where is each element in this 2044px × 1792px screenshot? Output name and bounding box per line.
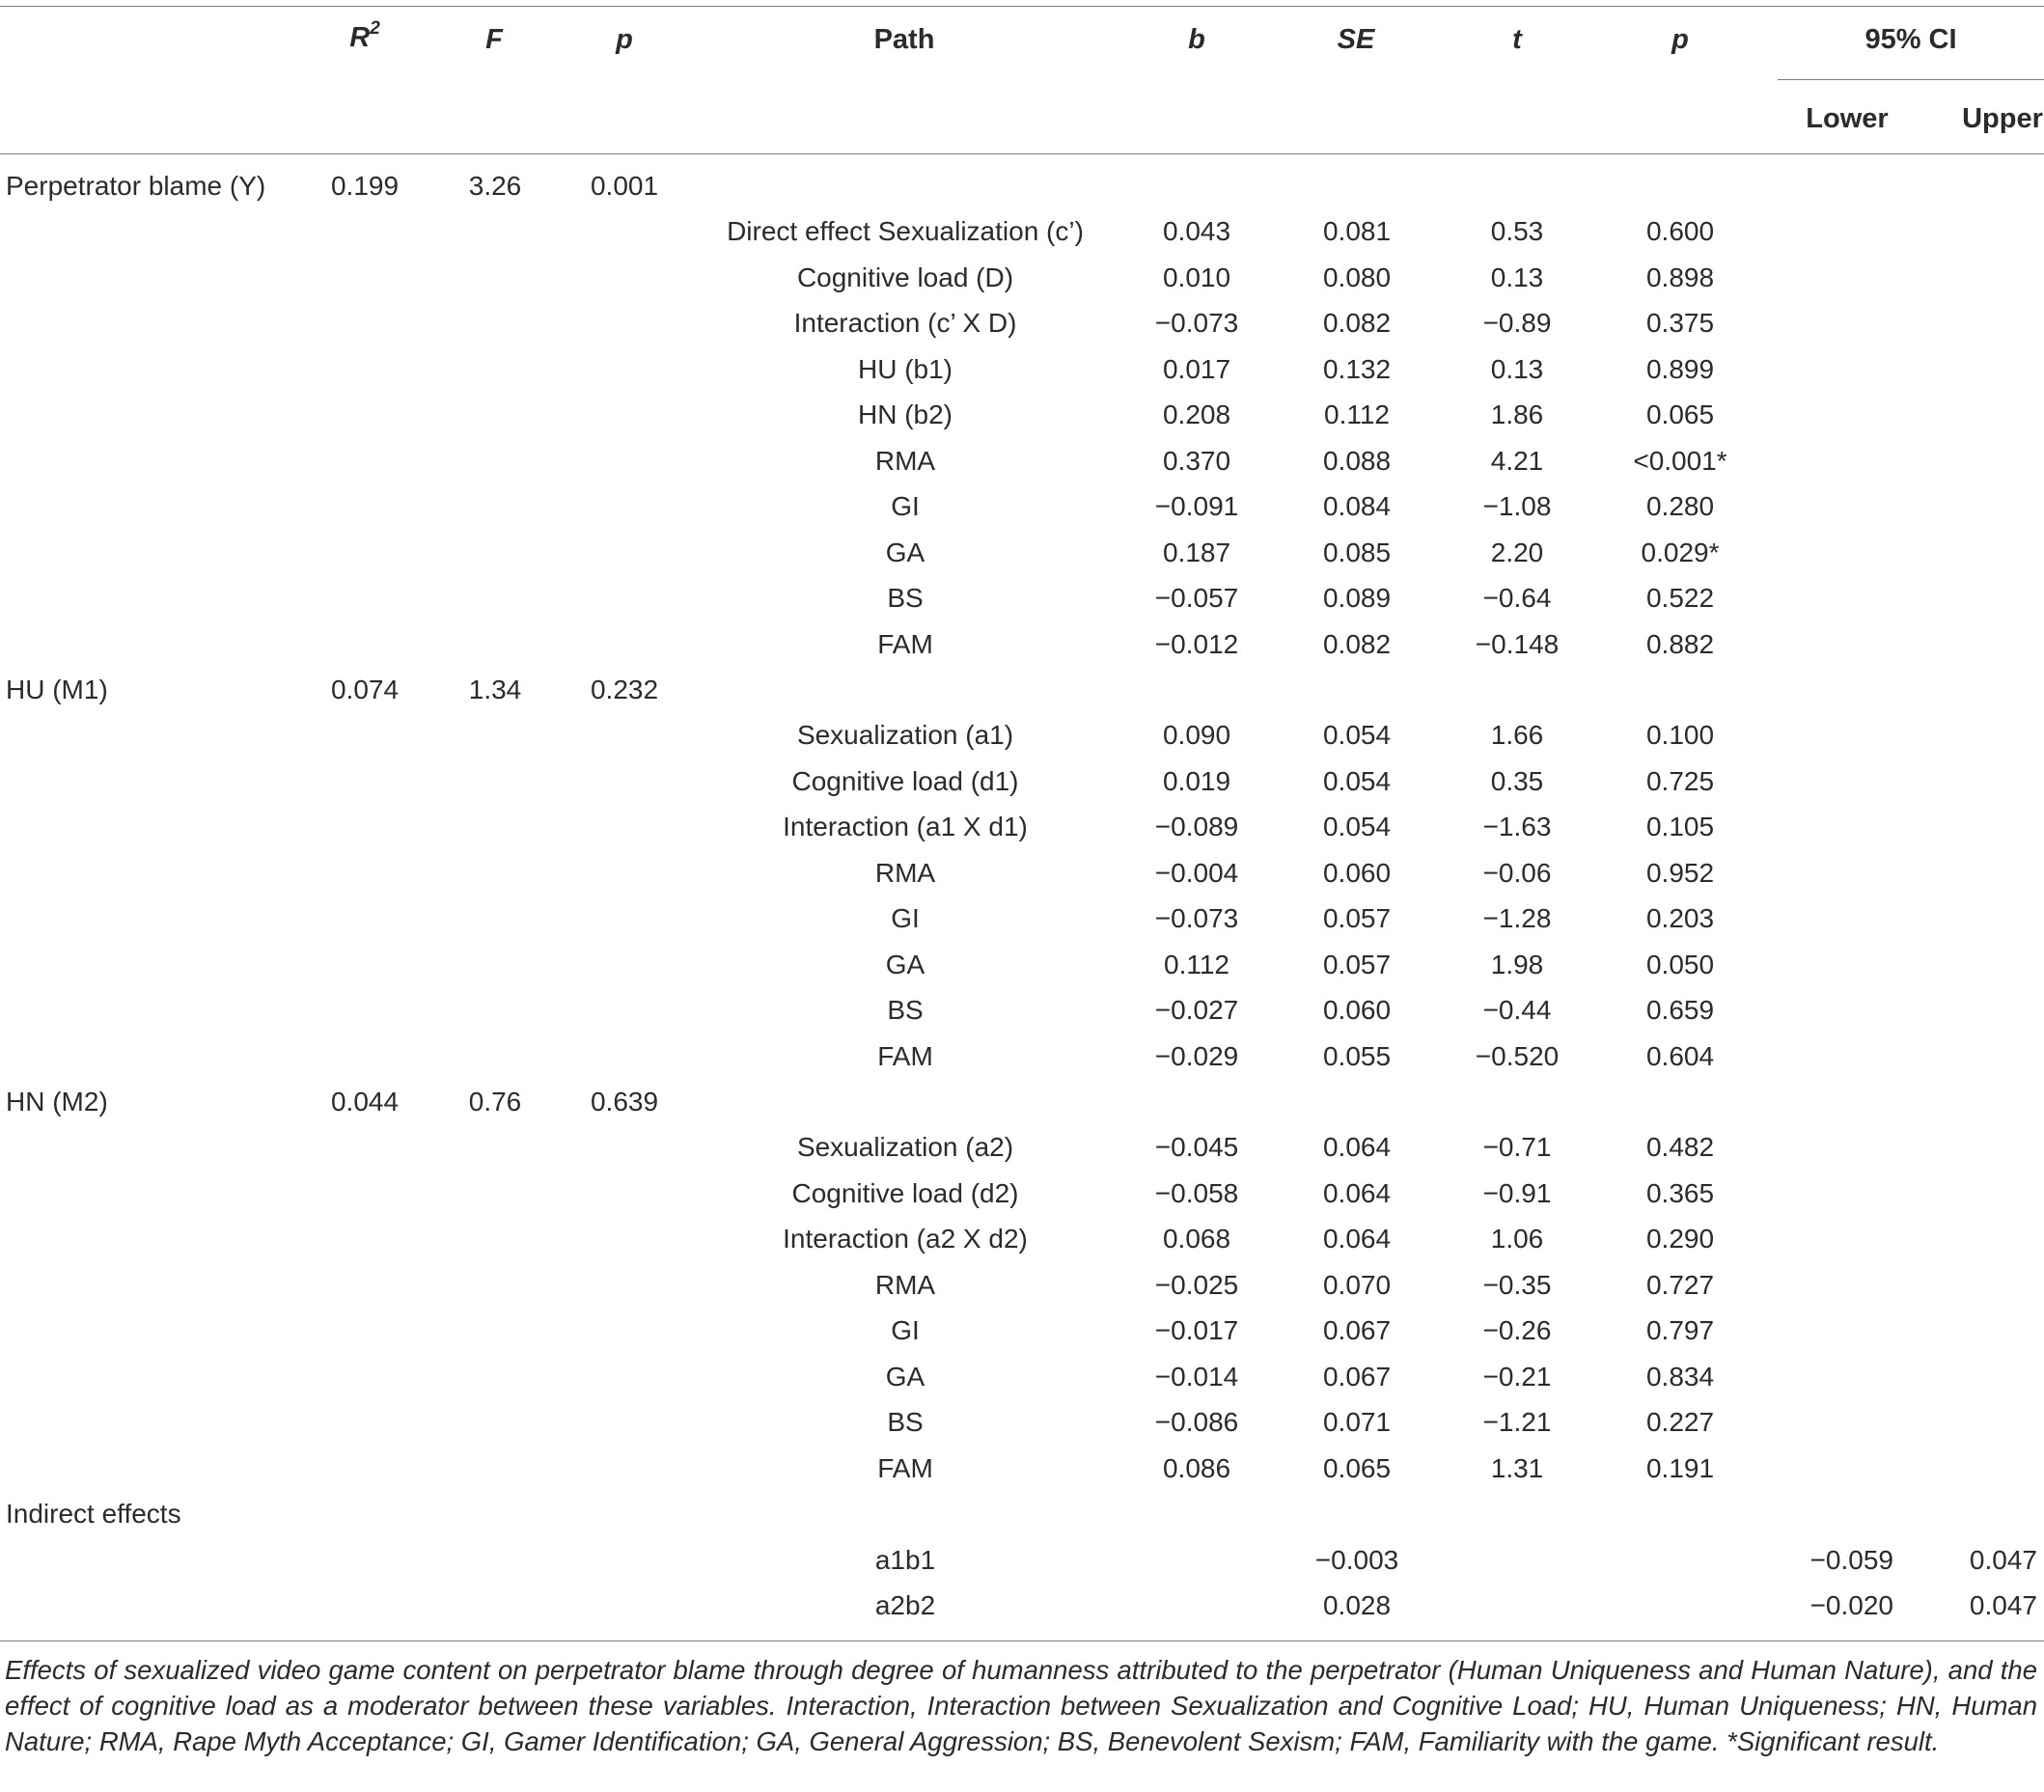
path-p: 0.050 (1645, 949, 1715, 979)
path-se: 0.067 (1322, 1315, 1392, 1346)
path-b: 0.112 (1164, 949, 1229, 979)
path-p: 0.899 (1645, 353, 1715, 384)
path-label: Direct effect Sexualization (c’) (727, 216, 1084, 247)
path-b: 0.017 (1162, 353, 1231, 384)
path-se: 0.064 (1322, 1132, 1392, 1163)
path-se: 0.065 (1322, 1452, 1392, 1483)
path-b: 0.019 (1162, 765, 1231, 796)
path-label: Interaction (c’ X D) (793, 308, 1017, 339)
path-t: 0.13 (1490, 353, 1544, 384)
path-b: −0.029 (1154, 1040, 1239, 1071)
path-t: 1.98 (1490, 949, 1544, 979)
path-se: 0.082 (1322, 308, 1392, 339)
path-b: 0.043 (1162, 216, 1231, 247)
table-bottom-rule (0, 1640, 2044, 1641)
path-b: −0.089 (1154, 812, 1239, 842)
model-r2: 0.044 (330, 1087, 400, 1117)
path-se: 0.057 (1322, 949, 1392, 979)
path-label: Interaction (a2 X d2) (783, 1224, 1028, 1254)
path-b: −0.057 (1154, 583, 1239, 614)
path-t: −0.35 (1482, 1269, 1552, 1300)
header-path: Path (873, 24, 935, 55)
path-label: BS (887, 995, 924, 1026)
path-p: 0.280 (1645, 491, 1715, 522)
path-b: −0.027 (1154, 995, 1239, 1026)
path-p: 0.882 (1645, 628, 1715, 659)
path-label: HN (b2) (857, 400, 953, 430)
path-t: 0.35 (1490, 765, 1544, 796)
path-se: 0.081 (1322, 216, 1392, 247)
path-t: −0.91 (1482, 1177, 1552, 1208)
path-p: 0.203 (1645, 903, 1715, 934)
path-se: 0.071 (1322, 1407, 1392, 1438)
indirect-se: −0.003 (1314, 1544, 1399, 1575)
path-b: 0.208 (1162, 400, 1231, 430)
path-b: −0.014 (1154, 1361, 1239, 1392)
indirect-se: 0.028 (1322, 1589, 1392, 1620)
header-p-path: p (1671, 24, 1689, 55)
indirect-ci-upper: 0.047 (1969, 1589, 2037, 1620)
path-label: GI (891, 1315, 920, 1346)
indirect-path-label: a2b2 (874, 1589, 936, 1620)
path-label: GI (891, 491, 920, 522)
path-b: −0.086 (1154, 1407, 1239, 1438)
path-se: 0.084 (1322, 491, 1392, 522)
indirect-path-label: a1b1 (874, 1544, 936, 1575)
header-bottom-rule (0, 153, 2044, 154)
path-label: Cognitive load (D) (796, 262, 1014, 292)
path-label: RMA (874, 1269, 936, 1300)
header-p-model: p (616, 24, 633, 55)
path-b: −0.004 (1154, 857, 1239, 888)
path-t: −0.64 (1482, 583, 1552, 614)
path-t: −0.520 (1475, 1040, 1560, 1071)
ci-group-rule (1778, 79, 2044, 80)
path-se: 0.054 (1322, 812, 1392, 842)
path-label: Cognitive load (d2) (791, 1177, 1019, 1208)
path-se: 0.088 (1322, 445, 1392, 476)
path-b: 0.370 (1162, 445, 1231, 476)
path-label: GI (891, 903, 920, 934)
path-p: 0.727 (1645, 1269, 1715, 1300)
path-p: 0.834 (1645, 1361, 1715, 1392)
path-t: 0.13 (1490, 262, 1544, 292)
indirect-effects-label: Indirect effects (6, 1499, 181, 1530)
header-ci: 95% CI (1864, 24, 1957, 55)
path-se: 0.132 (1322, 353, 1392, 384)
path-t: −0.89 (1482, 308, 1552, 339)
model-name: Perpetrator blame (Y) (6, 171, 266, 201)
path-t: 1.31 (1490, 1452, 1544, 1483)
path-t: −1.21 (1482, 1407, 1552, 1438)
model-f: 3.26 (468, 171, 522, 201)
path-label: Sexualization (a1) (796, 720, 1014, 751)
path-t: 1.86 (1490, 400, 1544, 430)
path-se: 0.060 (1322, 995, 1392, 1026)
header-t: t (1512, 24, 1522, 55)
model-r2: 0.074 (330, 674, 400, 704)
path-p: 0.365 (1645, 1177, 1715, 1208)
path-p: 0.029* (1641, 537, 1720, 567)
header-f: F (485, 24, 503, 55)
path-t: −0.26 (1482, 1315, 1552, 1346)
path-p: 0.604 (1645, 1040, 1715, 1071)
path-p: <0.001* (1633, 445, 1727, 476)
model-f: 0.76 (468, 1087, 522, 1117)
path-b: −0.073 (1154, 308, 1239, 339)
path-label: Sexualization (a2) (796, 1132, 1014, 1163)
path-b: −0.045 (1154, 1132, 1239, 1163)
path-label: FAM (877, 1040, 933, 1071)
path-b: −0.012 (1154, 628, 1239, 659)
path-b: −0.091 (1154, 491, 1239, 522)
path-p: 0.659 (1645, 995, 1715, 1026)
path-t: 0.53 (1490, 216, 1544, 247)
path-label: HU (b1) (857, 353, 953, 384)
path-se: 0.064 (1322, 1177, 1392, 1208)
path-b: 0.187 (1162, 537, 1231, 567)
path-b: 0.010 (1162, 262, 1231, 292)
header-ci-upper: Upper (1962, 103, 2043, 134)
path-se: 0.080 (1322, 262, 1392, 292)
table-top-rule (0, 6, 2044, 7)
path-b: 0.086 (1162, 1452, 1231, 1483)
path-se: 0.055 (1322, 1040, 1392, 1071)
model-r2: 0.199 (330, 171, 400, 201)
path-p: 0.191 (1645, 1452, 1715, 1483)
path-p: 0.482 (1645, 1132, 1715, 1163)
path-se: 0.060 (1322, 857, 1392, 888)
model-f: 1.34 (468, 674, 522, 704)
path-se: 0.085 (1322, 537, 1392, 567)
path-label: BS (887, 583, 924, 614)
path-p: 0.898 (1645, 262, 1715, 292)
indirect-ci-lower: −0.059 (1809, 1544, 1893, 1575)
model-p: 0.232 (590, 674, 659, 704)
header-se: SE (1337, 24, 1375, 55)
path-t: −0.148 (1475, 628, 1560, 659)
header-b: b (1188, 24, 1205, 55)
path-label: Interaction (a1 X d1) (783, 812, 1028, 842)
path-p: 0.290 (1645, 1224, 1715, 1254)
path-p: 0.105 (1645, 812, 1715, 842)
path-t: 4.21 (1490, 445, 1544, 476)
header-r2: $R^2$ (349, 18, 380, 53)
path-p: 0.227 (1645, 1407, 1715, 1438)
path-t: −1.63 (1482, 812, 1552, 842)
path-t: −0.71 (1482, 1132, 1552, 1163)
path-label: Cognitive load (d1) (791, 765, 1019, 796)
path-b: 0.068 (1162, 1224, 1231, 1254)
header-ci-lower: Lower (1806, 103, 1889, 134)
model-p: 0.639 (590, 1087, 659, 1117)
path-se: 0.057 (1322, 903, 1392, 934)
path-label: FAM (877, 1452, 933, 1483)
path-p: 0.065 (1645, 400, 1715, 430)
path-b: −0.073 (1154, 903, 1239, 934)
path-se: 0.054 (1322, 765, 1392, 796)
path-se: 0.067 (1322, 1361, 1392, 1392)
path-b: −0.025 (1154, 1269, 1239, 1300)
path-se: 0.070 (1322, 1269, 1392, 1300)
path-p: 0.952 (1645, 857, 1715, 888)
path-label: FAM (877, 628, 933, 659)
path-t: −1.28 (1482, 903, 1552, 934)
path-p: 0.522 (1645, 583, 1715, 614)
path-label: RMA (874, 445, 936, 476)
path-se: 0.064 (1322, 1224, 1392, 1254)
path-p: 0.100 (1645, 720, 1715, 751)
path-t: −0.06 (1482, 857, 1552, 888)
path-t: −0.44 (1482, 995, 1552, 1026)
path-t: −1.08 (1482, 491, 1552, 522)
path-label: RMA (874, 857, 936, 888)
path-label: GA (885, 949, 925, 979)
path-t: 2.20 (1490, 537, 1544, 567)
path-se: 0.082 (1322, 628, 1392, 659)
path-label: GA (885, 537, 925, 567)
model-p: 0.001 (590, 171, 659, 201)
path-t: 1.06 (1490, 1224, 1544, 1254)
path-label: BS (887, 1407, 924, 1438)
path-b: −0.017 (1154, 1315, 1239, 1346)
path-p: 0.725 (1645, 765, 1715, 796)
path-p: 0.375 (1645, 308, 1715, 339)
path-t: −0.21 (1482, 1361, 1552, 1392)
path-se: 0.089 (1322, 583, 1392, 614)
path-t: 1.66 (1490, 720, 1544, 751)
model-name: HN (M2) (6, 1087, 108, 1117)
indirect-ci-upper: 0.047 (1969, 1544, 2037, 1575)
path-p: 0.797 (1645, 1315, 1715, 1346)
path-se: 0.112 (1324, 400, 1390, 430)
table-caption: Effects of sexualized video game content on perpetrator blame through degree of humanness attributed to the perpetrator (Human Uniqueness and Human Nature), and the effect of cognitive load as a moderator between these variables. Interaction, Interaction between Sexualization and Cognitive Load; HU, Human Uniqueness; HN, Human Nature; RMA, Rape Myth Acceptance; GI, Gamer Identification; GA, General Aggression; BS, Benevolent Sexism; FAM, Familiarity with the game. *Significant result. (5, 1655, 2037, 1756)
path-label: GA (885, 1361, 925, 1392)
model-name: HU (M1) (6, 674, 108, 704)
path-b: −0.058 (1154, 1177, 1239, 1208)
path-p: 0.600 (1645, 216, 1715, 247)
indirect-ci-lower: −0.020 (1809, 1589, 1893, 1620)
path-b: 0.090 (1162, 720, 1231, 751)
path-se: 0.054 (1322, 720, 1392, 751)
